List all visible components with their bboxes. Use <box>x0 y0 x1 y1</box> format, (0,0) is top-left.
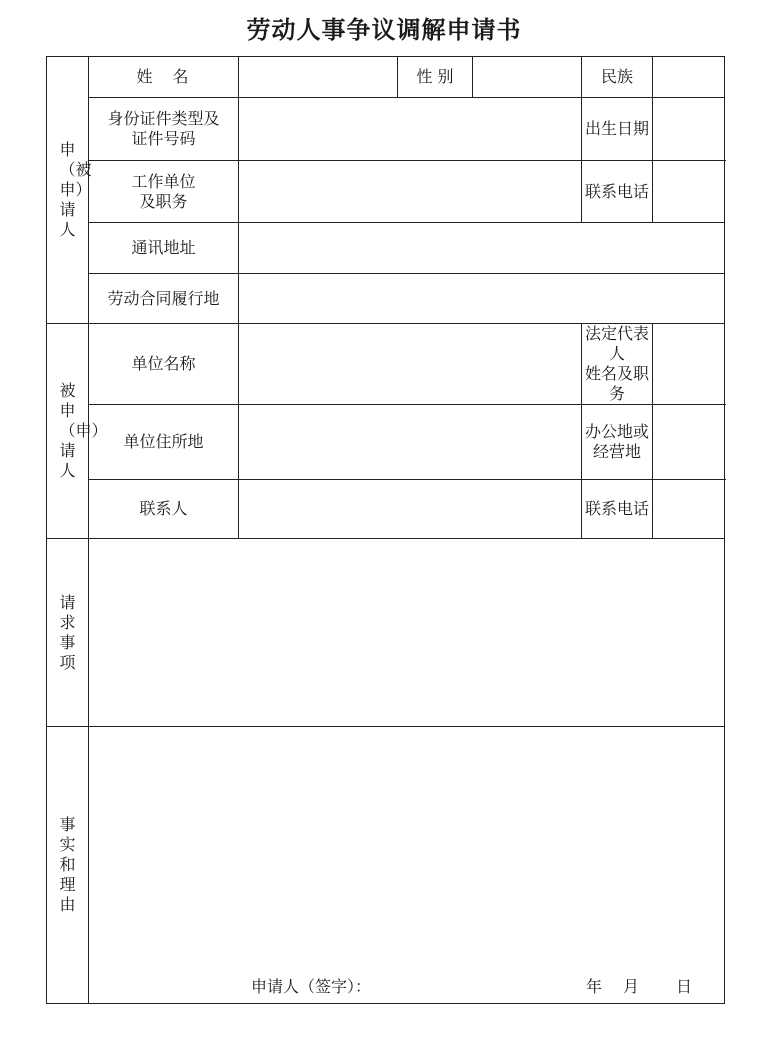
claims-field[interactable] <box>89 539 725 727</box>
work-unit-position-label <box>89 161 239 223</box>
id-type-number-label <box>89 98 239 161</box>
birth-date-field[interactable] <box>653 98 725 161</box>
contract-place-field[interactable] <box>239 274 725 324</box>
respondent-section-header <box>47 324 108 539</box>
claims-section-label: 请求事项 <box>59 592 76 672</box>
work-label-line-1: 工作单位 <box>131 171 196 191</box>
applicant-phone-label: 联系电话 <box>582 161 653 223</box>
org-address-field[interactable] <box>239 405 582 480</box>
org-address-label: 单位住所地 <box>89 405 239 480</box>
legal-rep-label-line-1: 法定代表人 <box>584 324 649 363</box>
date-month-label: 月 <box>623 977 640 996</box>
work-unit-field[interactable] <box>239 161 582 223</box>
office-label-line-2: 经营地 <box>592 442 641 461</box>
date-day-label: 日 <box>676 977 693 996</box>
id-label-line-2: 证件号码 <box>131 129 196 148</box>
date-year-label: 年 <box>586 977 603 996</box>
org-name-label: 单位名称 <box>89 324 239 405</box>
id-number-field[interactable] <box>239 98 582 161</box>
birth-date-label: 出生日期 <box>582 98 653 161</box>
office-label-line-1: 办公地或 <box>584 422 649 441</box>
respondent-phone-field[interactable] <box>653 480 725 539</box>
office-location-label <box>582 405 653 480</box>
claims-section-header <box>47 539 89 727</box>
application-form-table <box>46 56 725 1004</box>
org-name-field[interactable] <box>239 324 582 405</box>
mailing-address-field[interactable] <box>239 223 725 274</box>
id-label-line-1: 身份证件类型及 <box>107 109 220 128</box>
respondent-section-label: 被申（申）请人 <box>59 381 108 480</box>
name-label: 姓 名 <box>89 57 239 98</box>
facts-section-label: 事实和理由 <box>59 815 76 914</box>
ethnicity-field[interactable] <box>653 57 725 98</box>
contact-person-label: 联系人 <box>89 480 239 539</box>
applicant-signature-label: 申请人（签字）： <box>251 977 372 996</box>
gender-label: 性 别 <box>398 57 473 98</box>
facts-section-header <box>47 727 89 1004</box>
legal-rep-field[interactable] <box>653 324 725 405</box>
facts-field[interactable] <box>89 727 725 1004</box>
applicant-phone-field[interactable] <box>653 161 725 223</box>
mailing-address-label: 通讯地址 <box>89 223 239 274</box>
work-label-line-2: 及职务 <box>139 191 188 211</box>
applicant-section-header <box>47 57 92 324</box>
signature-area <box>89 727 724 1003</box>
legal-rep-label-line-2: 姓名及职务 <box>584 364 649 403</box>
gender-field[interactable] <box>473 57 582 98</box>
page-title: 劳动人事争议调解申请书 <box>246 16 522 44</box>
name-field[interactable] <box>239 57 398 98</box>
applicant-section-label: 申（被申）请人 <box>59 140 92 239</box>
ethnicity-label: 民族 <box>582 57 653 98</box>
contact-person-field[interactable] <box>239 480 582 539</box>
contract-place-label: 劳动合同履行地 <box>89 274 239 324</box>
respondent-phone-label: 联系电话 <box>582 480 653 539</box>
office-location-field[interactable] <box>653 405 725 480</box>
legal-rep-label <box>582 324 653 405</box>
